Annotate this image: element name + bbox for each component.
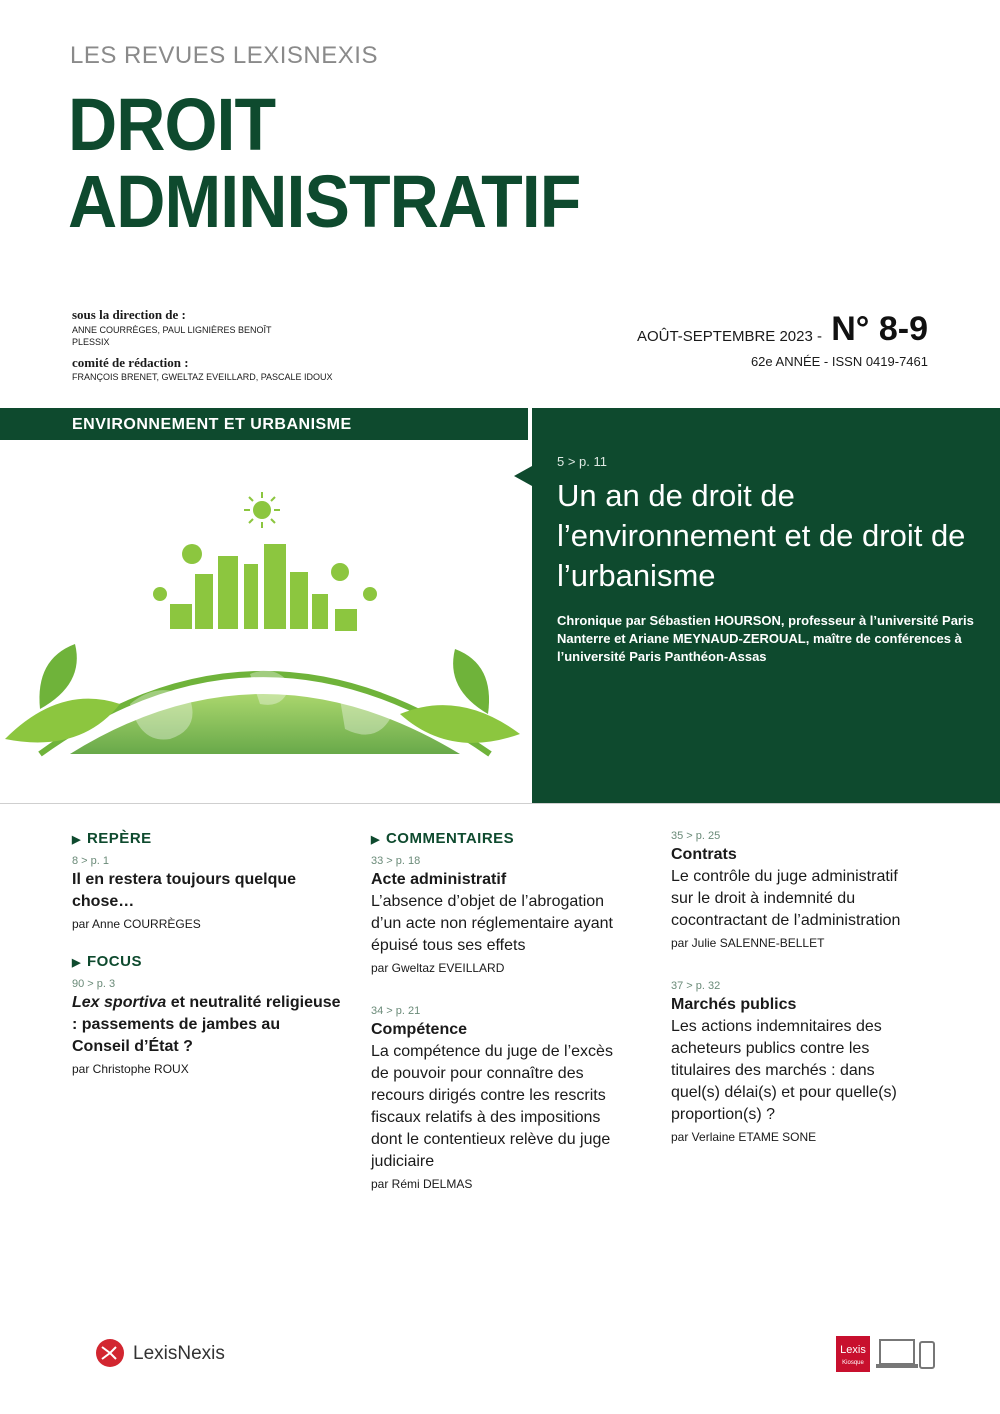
issue-date: AOÛT-SEPTEMBRE 2023 - bbox=[636, 328, 822, 345]
article-heading: Marchés publics bbox=[671, 996, 797, 1013]
feature-panel-notch bbox=[514, 466, 532, 486]
direction-label: sous la direction de : bbox=[72, 307, 186, 322]
series-name: LES REVUES LEXISNEXIS bbox=[70, 42, 378, 69]
article-author: par Gweltaz EVEILLARD bbox=[371, 961, 505, 975]
article-heading: Acte administratif bbox=[371, 871, 507, 888]
article-title[interactable]: L’absence d’objet de l’abrogation d’un acte non réglementaire ayant épuisé tous ses effets bbox=[371, 893, 613, 954]
eco-globe-illustration bbox=[0, 444, 528, 804]
article-title[interactable]: Il en restera toujours quelque chose… bbox=[72, 871, 297, 910]
sun-icon bbox=[253, 501, 271, 519]
lexis-kiosque-logo-icon bbox=[836, 1336, 936, 1372]
section-focus: ▶ FOCUS bbox=[72, 953, 142, 970]
article-title[interactable]: Les actions indemnitaires des acheteurs publics contre les titulaires des marchés : dans quel(s) délai(s) et pour quelle(s) proportion(s) ? bbox=[671, 1018, 897, 1123]
committee-label: comité de rédaction : bbox=[72, 355, 189, 370]
article-title[interactable]: Lex sportiva et neutralité religieuse : passements de jambes au Conseil d’État ? bbox=[72, 994, 341, 1055]
section-banner-text: ENVIRONNEMENT ET URBANISME bbox=[72, 416, 352, 433]
article-ref: 8 > p. 1 bbox=[72, 855, 110, 867]
article-ref: 34 > p. 21 bbox=[371, 1005, 421, 1017]
article-heading: Contrats bbox=[671, 846, 737, 863]
article-author: par Rémi DELMAS bbox=[371, 1177, 473, 1191]
issue-year-issn: 62e ANNÉE - ISSN 0419-7461 bbox=[750, 354, 928, 369]
feature-ref: 5 > p. 11 bbox=[557, 454, 607, 469]
divider bbox=[0, 803, 1000, 804]
feature-author: Chronique par Sébastien HOURSON, professeur à l’université Paris Nanterre et Ariane MEYNAUD-ZEROUAL, maître de conférences à l’université Paris Panthéon-Assas bbox=[557, 613, 974, 664]
article-ref: 90 > p. 3 bbox=[72, 978, 116, 990]
svg-text:Lexis: Lexis bbox=[840, 1344, 866, 1356]
triangle-icon: ▶ bbox=[72, 957, 81, 969]
publisher-name: LexisNexis bbox=[133, 1343, 225, 1364]
section-repere: ▶ REPÈRE bbox=[72, 830, 152, 847]
section-commentaires: ▶ COMMENTAIRES bbox=[371, 830, 515, 847]
article-author: par Verlaine ETAME SONE bbox=[671, 1130, 817, 1144]
article-ref: 37 > p. 32 bbox=[671, 980, 721, 992]
article-author: par Anne COURRÈGES bbox=[72, 917, 201, 931]
article-author: par Julie SALENNE-BELLET bbox=[671, 936, 825, 950]
article-ref: 35 > p. 25 bbox=[671, 830, 721, 842]
committee-names: FRANÇOIS BRENET, GWELTAZ EVEILLARD, PASCALE IDOUX bbox=[72, 372, 333, 382]
article-title[interactable]: La compétence du juge de l’excès de pouvoir pour connaître des recours dirigés contre les rescrits fiscaux relatifs à des impositions dont le contentieux relève du juge judiciaire bbox=[371, 1043, 613, 1170]
journal-title-line2: ADMINISTRATIF bbox=[68, 160, 581, 243]
feature-title[interactable]: Un an de droit de l’environnement et de droit de l’urbanisme bbox=[557, 478, 966, 593]
article-ref: 33 > p. 18 bbox=[371, 855, 421, 867]
svg-text:Kiosque: Kiosque bbox=[842, 1360, 864, 1366]
column-middle bbox=[371, 830, 626, 1191]
triangle-icon: ▶ bbox=[72, 834, 81, 846]
column-left bbox=[72, 830, 342, 1076]
article-heading: Compétence bbox=[371, 1021, 468, 1038]
issue-number: N° 8-9 bbox=[831, 310, 928, 348]
direction-names: ANNE COURRÈGES, PAUL LIGNIÈRES BENOÎT PLESSIX bbox=[72, 325, 272, 347]
triangle-icon: ▶ bbox=[371, 834, 380, 846]
article-author: par Christophe ROUX bbox=[72, 1062, 189, 1076]
journal-title-line1: DROIT bbox=[68, 83, 276, 166]
article-title[interactable]: Le contrôle du juge administratif sur le droit à indemnité du cocontractant de l’administration bbox=[671, 868, 901, 929]
column-right bbox=[671, 822, 916, 1144]
